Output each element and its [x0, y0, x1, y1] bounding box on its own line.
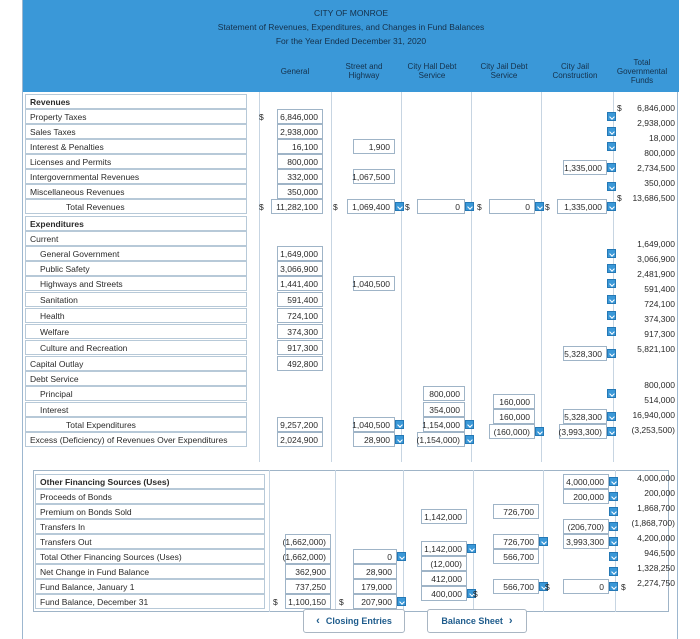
row-health: Health — [25, 308, 247, 323]
row-excess-deficiency: Excess (Deficiency) of Revenues Over Expenditures — [25, 432, 247, 447]
cityhall-total-expenditures[interactable]: 1,154,000 — [423, 417, 465, 432]
cityhall-fb-jan[interactable]: 412,000 — [421, 571, 467, 586]
total-intergovernmental: 2,734,500 — [637, 162, 675, 173]
check-icon — [609, 477, 618, 486]
general-sales-taxes[interactable]: 2,938,000 — [277, 124, 323, 139]
construction-transfers-out[interactable]: (206,700) — [563, 519, 609, 534]
row-miscellaneous: Miscellaneous Revenues — [25, 184, 247, 199]
cityhall-net-change[interactable]: (12,000) — [421, 556, 467, 571]
row-interest: Interest — [25, 402, 247, 417]
check-icon — [607, 202, 616, 211]
check-icon — [607, 412, 616, 421]
construction-excess[interactable]: (3,993,300) — [559, 424, 607, 439]
check-icon — [609, 492, 618, 501]
general-total-revenues[interactable]: 11,282,100 — [271, 199, 323, 214]
general-fb-jan[interactable]: 737,250 — [285, 579, 331, 594]
total-public-safety: 3,066,900 — [637, 253, 675, 264]
street-highways[interactable]: 1,040,500 — [353, 276, 395, 291]
worksheet: CITY OF MONROE Statement of Revenues, Expenditures, and Changes in Fund Balances For the Year Ended December 31, 2020 General Street and Highway City Hall Debt Service City Jail Debt Service City Jail Construction Total Governmental Funds Revenues Property Taxes Sales Taxes Interest & Penalties Licenses and Permits Intergovernmental Revenues Miscellaneous Revenues Total Revenues Expenditures Current General Government Public Safety Highways and Streets Sanitation Health Welfare Culture and Recreation Capital Outlay Debt Service Principal Interest Total Expenditures Excess (Deficiency) of Revenues Over Expenditures $ 6,846,000 2,938,000 16,100 800,000 332,000 350,000 $ 11,282,100 1,649,000 3,066,900 1,441,400 591,400 724,100 374,300 917,300 492,800 9,257,200 2,024,900 1,900 1,067,500 $ 1,069,400 1,040,500 1,040,500 28,900 $ 0 800,000 354,000 1,154,000 (1,154,000) $ 0 160,000 160,000 (160,000) 1,335,000 $ 1,335,000 5,328,300 5,328,300 (3,993,300) $ 6,846,000 2,938,000 18,000 800,000 2,734,500 350,000 $ 13,686,500 1,649,000 3,066,900 2,481,900 591,400 724,100 374,300 917,300 5,821,100 800,000 514,000 16,940,000 (3,253,500) Other Financing Sources (Uses) Proceeds of Bonds Premium on Bonds Sold Transfers In Transfers Out Total Other Financing Sources (Uses) Net Change in Fund Balance Fund Balance, January 1 Fund Balance, December 31 (1,662,000) (1,662,000) 362,900 737,250 $ 1,100,150 0 28,900 179,000 $ 207,900 1,142,000 1,142,000 (12,000) 412,000 400,000 $ 726,700 726,700 566,700 566,700 $ 4,000,000 200,000 (206,700) 3,993,300 0 $ 4,000,000 200,000 1,868,700 (1,868,700) 4,200,000 946,500 1,328,250 2,274,750 ‹ Closing Entries Balance Sheet › — [22, 0, 678, 639]
total-sanitation: 591,400 — [644, 283, 675, 294]
total-property-taxes: 6,846,000 — [637, 102, 675, 113]
total-interest: 514,000 — [644, 394, 675, 405]
construction-fb-dec[interactable]: 0 — [563, 579, 609, 594]
street-total-expenditures[interactable]: 1,040,500 — [353, 417, 395, 432]
statement-title: Statement of Revenues, Expenditures, and Changes in Fund Balances — [217, 22, 485, 32]
total-licenses-permits: 800,000 — [644, 147, 675, 158]
row-sanitation: Sanitation — [25, 292, 247, 307]
statement-period: For the Year Ended December 31, 2020 — [275, 36, 427, 46]
chevron-left-icon: ‹ — [316, 615, 320, 627]
total-total-revenues: 13,686,500 — [632, 192, 675, 203]
check-icon — [607, 127, 616, 136]
total-health: 724,100 — [644, 298, 675, 309]
check-icon — [609, 522, 618, 531]
general-total-expenditures[interactable]: 9,257,200 — [277, 417, 323, 432]
general-general-government[interactable]: 1,649,000 — [277, 246, 323, 261]
row-highways-streets: Highways and Streets — [25, 276, 247, 291]
construction-total-revenues[interactable]: 1,335,000 — [557, 199, 607, 214]
check-icon — [395, 420, 404, 429]
check-icon — [607, 142, 616, 151]
total-premium: 1,868,700 — [637, 502, 675, 513]
street-interest-penalties[interactable]: 1,900 — [353, 139, 395, 154]
construction-proceeds[interactable]: 4,000,000 — [563, 474, 609, 489]
row-capital-outlay: Capital Outlay — [25, 356, 247, 371]
col-general: General — [280, 66, 310, 76]
general-health[interactable]: 724,100 — [277, 308, 323, 323]
total-general-government: 1,649,000 — [637, 238, 675, 249]
total-welfare: 374,300 — [644, 313, 675, 324]
total-interest-penalties: 18,000 — [649, 132, 675, 143]
check-icon — [465, 202, 474, 211]
check-icon — [609, 582, 618, 591]
general-excess[interactable]: 2,024,900 — [277, 432, 323, 447]
city-title: CITY OF MONROE — [314, 8, 388, 18]
check-icon — [607, 249, 616, 258]
check-icon — [395, 202, 404, 211]
row-current: Current — [25, 231, 247, 246]
row-fund-balance-jan: Fund Balance, January 1 — [35, 579, 265, 594]
row-public-safety: Public Safety — [25, 261, 247, 276]
col-street-highway: Street and Highway — [345, 62, 383, 80]
general-licenses-permits[interactable]: 800,000 — [277, 154, 323, 169]
jail-principal[interactable]: 160,000 — [493, 394, 535, 409]
total-fb-jan: 1,328,250 — [637, 562, 675, 573]
row-property-taxes: Property Taxes — [25, 109, 247, 124]
total-total-ofs: 4,200,000 — [637, 532, 675, 543]
col-total-governmental: Total Governmental Funds — [616, 57, 668, 85]
col-city-hall-debt: City Hall Debt Service — [407, 62, 457, 80]
jail-total-expenditures[interactable]: 160,000 — [493, 409, 535, 424]
row-total-revenues: Total Revenues — [25, 199, 247, 214]
check-icon — [465, 435, 474, 444]
row-general-government: General Government — [25, 246, 247, 261]
general-intergovernmental[interactable]: 332,000 — [277, 169, 323, 184]
general-culture[interactable]: 917,300 — [277, 340, 323, 355]
row-total-expenditures: Total Expenditures — [25, 417, 247, 432]
row-proceeds-bonds: Proceeds of Bonds — [35, 489, 265, 504]
check-icon — [397, 552, 406, 561]
check-icon — [395, 435, 404, 444]
cityhall-interest[interactable]: 354,000 — [423, 402, 465, 417]
cityhall-principal[interactable]: 800,000 — [423, 386, 465, 401]
row-interest-penalties: Interest & Penalties — [25, 139, 247, 154]
check-icon — [607, 112, 616, 121]
general-capital-outlay[interactable]: 492,800 — [277, 356, 323, 371]
construction-intergovernmental[interactable]: 1,335,000 — [563, 160, 607, 175]
row-culture-recreation: Culture and Recreation — [25, 340, 247, 355]
check-icon — [607, 389, 616, 398]
row-other-financing: Other Financing Sources (Uses) — [35, 474, 265, 489]
check-icon — [535, 427, 544, 436]
check-icon — [539, 537, 548, 546]
check-icon — [607, 163, 616, 172]
general-transfers-out[interactable]: (1,662,000) — [285, 534, 331, 549]
street-total-revenues[interactable]: 1,069,400 — [347, 199, 395, 214]
check-icon — [607, 311, 616, 320]
cityhall-excess[interactable]: (1,154,000) — [417, 432, 465, 447]
check-icon — [607, 349, 616, 358]
check-icon — [609, 507, 618, 516]
check-icon — [609, 552, 618, 561]
total-principal: 800,000 — [644, 379, 675, 390]
check-icon — [535, 202, 544, 211]
jail-fb-dec[interactable]: 566,700 — [493, 579, 539, 594]
construction-total-ofs[interactable]: 3,993,300 — [563, 534, 609, 549]
jail-premium[interactable]: 726,700 — [493, 504, 539, 519]
street-fb-dec[interactable]: 207,900 — [353, 594, 397, 609]
general-fb-dec[interactable]: 1,100,150 — [285, 594, 331, 609]
check-icon — [607, 264, 616, 273]
closing-entries-button[interactable]: ‹ Closing Entries — [303, 609, 405, 633]
total-culture: 917,300 — [644, 328, 675, 339]
check-icon — [609, 537, 618, 546]
row-transfers-in: Transfers In — [35, 519, 265, 534]
total-excess: (3,253,500) — [631, 424, 675, 435]
street-intergovernmental[interactable]: 1,067,500 — [353, 169, 395, 184]
chevron-right-icon: › — [508, 615, 513, 627]
jail-total-revenues[interactable]: 0 — [489, 199, 535, 214]
cityhall-fb-dec[interactable]: 400,000 — [421, 586, 467, 601]
cityhall-premium[interactable]: 1,142,000 — [421, 509, 467, 524]
jail-net-change[interactable]: 566,700 — [493, 549, 539, 564]
row-fund-balance-dec: Fund Balance, December 31 — [35, 594, 265, 609]
col-city-jail-debt: City Jail Debt Service — [480, 62, 528, 80]
check-icon — [609, 567, 618, 576]
general-welfare[interactable]: 374,300 — [277, 324, 323, 339]
balance-sheet-button[interactable]: Balance Sheet › — [427, 609, 527, 633]
total-sales-taxes: 2,938,000 — [637, 117, 675, 128]
jail-total-ofs[interactable]: 726,700 — [493, 534, 539, 549]
row-total-other-financing: Total Other Financing Sources (Uses) — [35, 549, 265, 564]
total-transfers-out: (1,868,700) — [631, 517, 675, 528]
check-icon — [607, 427, 616, 436]
row-principal: Principal — [25, 386, 247, 401]
street-fb-jan[interactable]: 179,000 — [353, 579, 397, 594]
check-icon — [607, 182, 616, 191]
row-sales-taxes: Sales Taxes — [25, 124, 247, 139]
row-debt-service: Debt Service — [25, 371, 247, 386]
general-miscellaneous[interactable]: 350,000 — [277, 184, 323, 199]
check-icon — [607, 327, 616, 336]
row-welfare: Welfare — [25, 324, 247, 339]
total-capital-outlay: 5,821,100 — [637, 343, 675, 354]
total-fb-dec: 2,274,750 — [637, 577, 675, 588]
total-miscellaneous: 350,000 — [644, 177, 675, 188]
col-city-jail-construction: City Jail Construction — [552, 62, 598, 80]
total-net-change: 946,500 — [644, 547, 675, 558]
street-excess[interactable]: 28,900 — [353, 432, 395, 447]
cityhall-total-ofs[interactable]: 1,142,000 — [421, 541, 467, 556]
general-sanitation[interactable]: 591,400 — [277, 292, 323, 307]
jail-excess[interactable]: (160,000) — [489, 424, 535, 439]
check-icon — [607, 279, 616, 288]
row-expenditures: Expenditures — [25, 216, 247, 231]
cityhall-total-revenues[interactable]: 0 — [417, 199, 465, 214]
general-highways[interactable]: 1,441,400 — [277, 276, 323, 291]
construction-culture[interactable]: 5,328,300 — [563, 346, 607, 361]
row-net-change: Net Change in Fund Balance — [35, 564, 265, 579]
general-total-ofs[interactable]: (1,662,000) — [285, 549, 331, 564]
street-net-change[interactable]: 28,900 — [353, 564, 397, 579]
total-highways: 2,481,900 — [637, 268, 675, 279]
general-net-change[interactable]: 362,900 — [285, 564, 331, 579]
row-revenues: Revenues — [25, 94, 247, 109]
check-icon — [607, 295, 616, 304]
general-property-taxes[interactable]: 6,846,000 — [277, 109, 323, 124]
construction-total-expenditures[interactable]: 5,328,300 — [563, 409, 607, 424]
construction-transfers-in[interactable]: 200,000 — [563, 489, 609, 504]
row-premium-bonds: Premium on Bonds Sold — [35, 504, 265, 519]
total-total-expenditures: 16,940,000 — [632, 409, 675, 420]
check-icon — [465, 420, 474, 429]
row-licenses-permits: Licenses and Permits — [25, 154, 247, 169]
total-transfers-in: 200,000 — [644, 487, 675, 498]
row-transfers-out: Transfers Out — [35, 534, 265, 549]
street-total-ofs[interactable]: 0 — [353, 549, 397, 564]
general-interest-penalties[interactable]: 16,100 — [277, 139, 323, 154]
general-public-safety[interactable]: 3,066,900 — [277, 261, 323, 276]
total-proceeds: 4,000,000 — [637, 472, 675, 483]
check-icon — [467, 544, 476, 553]
row-intergovernmental: Intergovernmental Revenues — [25, 169, 247, 184]
check-icon — [397, 597, 406, 606]
